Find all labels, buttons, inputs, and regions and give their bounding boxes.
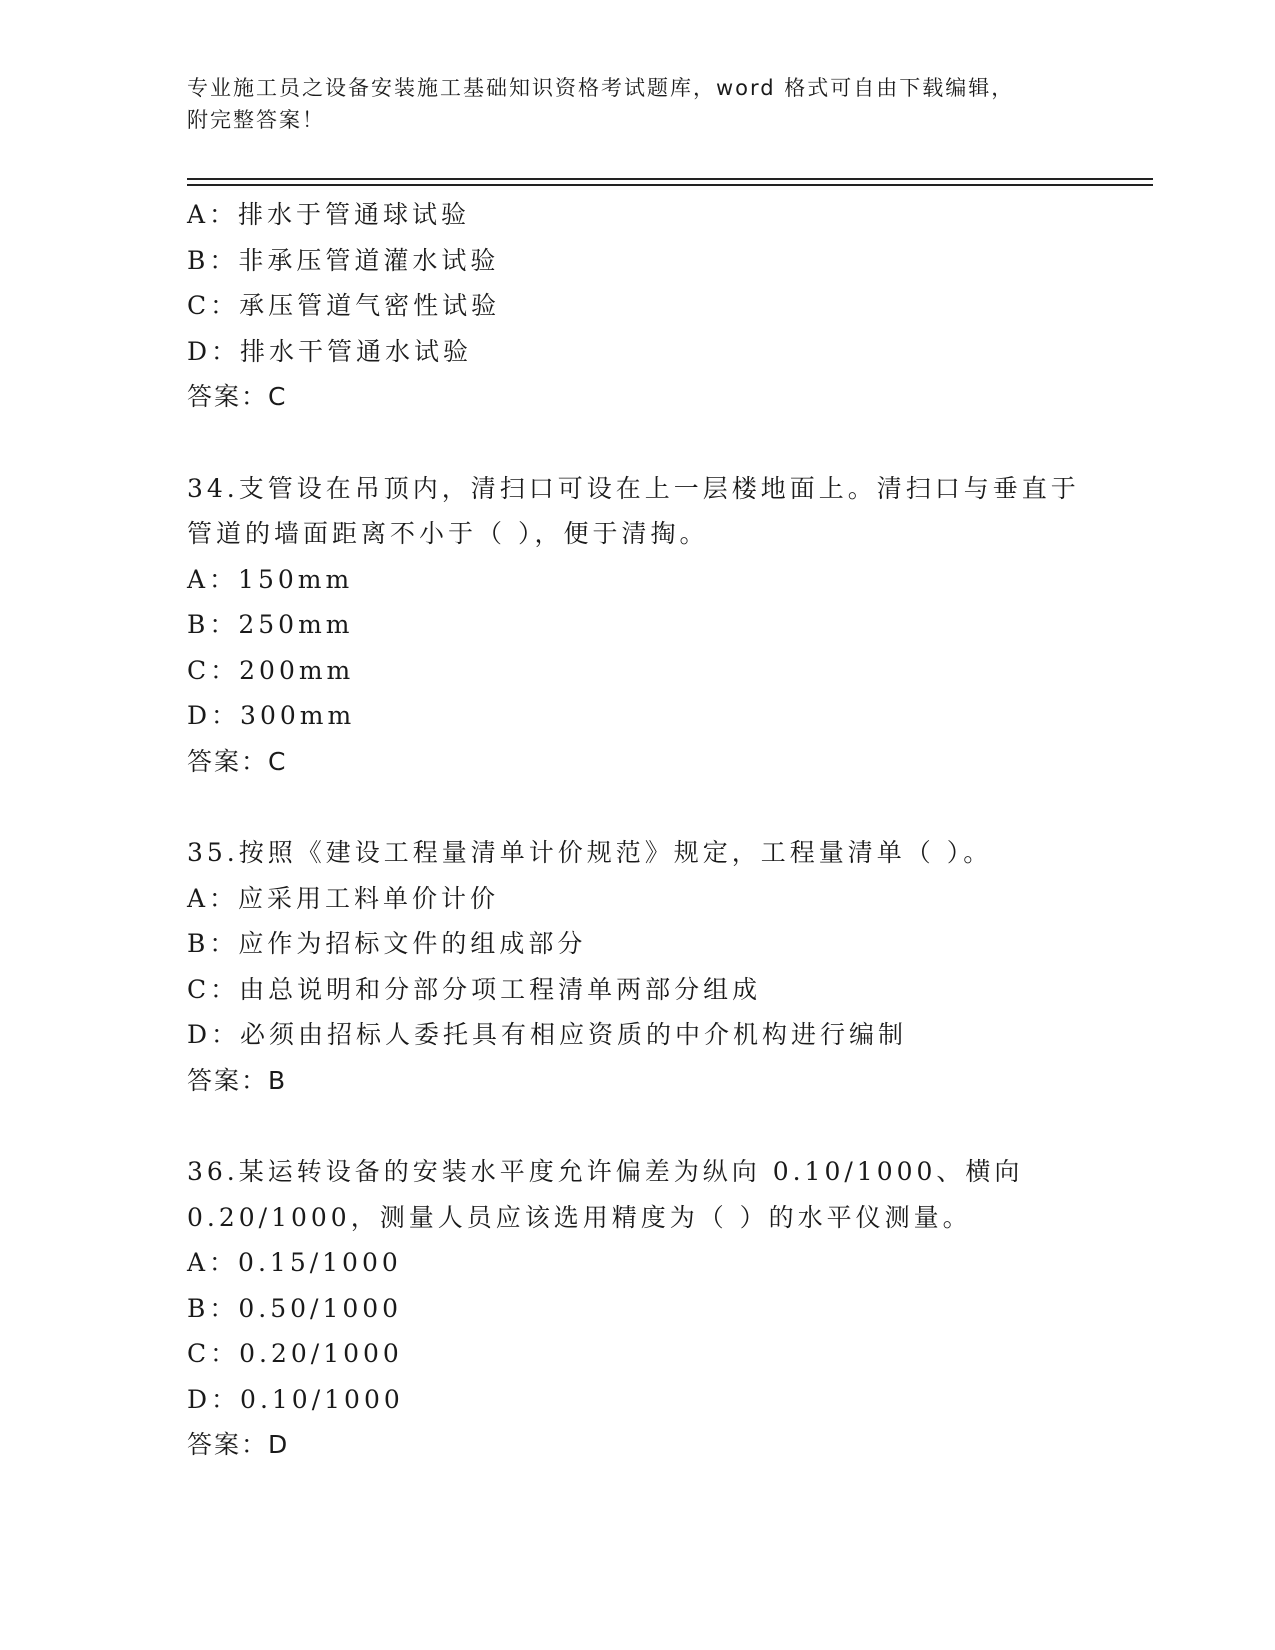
option-a: A：排水于管通球试验 — [187, 200, 471, 229]
option-c: C：由总说明和分部分项工程清单两部分组成 — [187, 974, 762, 1004]
option-d: D：0.10/1000 — [187, 1384, 404, 1414]
question-stem: 34.支管设在吊顶内，清扫口可设在上一层楼地面上。清扫口与垂直于 — [187, 473, 1080, 503]
option-a: A：0.15/1000 — [187, 1248, 402, 1277]
question-stem-continued: 0.20/1000，测量人员应该选用精度为（ ）的水平仪测量。 — [187, 1202, 972, 1232]
question-34 — [187, 466, 1087, 785]
option-c: C：承压管道气密性试验 — [187, 291, 501, 320]
header-line-2: 附完整答案！ — [187, 108, 325, 132]
question-stem: 36.某运转设备的安装水平度允许偏差为纵向 0.10/1000、横向 — [187, 1157, 1024, 1186]
question-33 — [187, 192, 1087, 420]
answer: 答案：C — [187, 746, 288, 776]
question-stem-continued: 管道的墙面距离不小于（ ），便于清掏。 — [187, 519, 709, 548]
option-a: A：150mm — [187, 564, 354, 594]
option-a: A：应采用工料单价计价 — [187, 883, 500, 913]
answer: 答案：D — [187, 1430, 290, 1459]
question-36 — [187, 1149, 1087, 1468]
option-c: C：0.20/1000 — [187, 1339, 403, 1368]
question-list — [187, 192, 1087, 1468]
option-d: D：必须由招标人委托具有相应资质的中介机构进行编制 — [187, 1020, 908, 1049]
question-stem: 35.按照《建设工程量清单计价规范》规定，工程量清单（ ）。 — [187, 838, 993, 867]
option-b: B：非承压管道灌水试验 — [187, 245, 500, 275]
spacer — [187, 784, 1087, 830]
question-35 — [187, 830, 1087, 1103]
document-header — [187, 72, 1087, 136]
option-b: B：0.50/1000 — [187, 1293, 403, 1323]
option-d: D：排水干管通水试验 — [187, 336, 473, 366]
answer: 答案：B — [187, 1065, 288, 1095]
option-b: B：应作为招标文件的组成部分 — [187, 929, 587, 958]
answer: 答案：C — [187, 382, 288, 411]
header-line-1: 专业施工员之设备安装施工基础知识资格考试题库，word 格式可自由下载编辑， — [187, 76, 1015, 100]
spacer — [187, 1103, 1087, 1149]
header-divider-bottom — [187, 184, 1153, 186]
spacer — [187, 420, 1087, 466]
header-divider-top — [187, 178, 1153, 180]
option-b: B：250mm — [187, 610, 354, 639]
option-c: C：200mm — [187, 655, 355, 685]
option-d: D：300mm — [187, 701, 356, 730]
